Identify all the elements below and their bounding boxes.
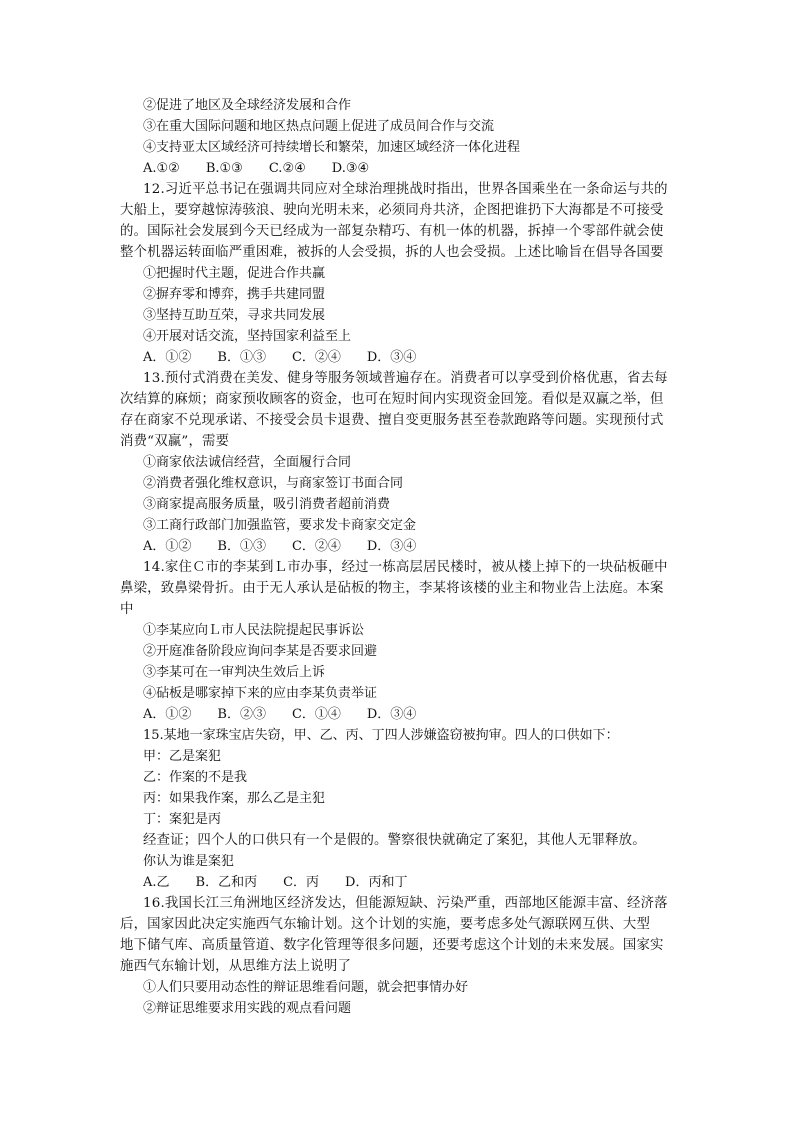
question-12-text: 整个机器运转面临严重困难，被拆的人会受损，拆的人也会受损。上述比喻旨在倡导各国要 <box>120 245 664 260</box>
question-16-text: 后，国家因此决定实施西气东输计划。这个计划的实施，要考虑多处气源联网互供、大型 <box>120 917 651 932</box>
option-line: ④支持亚太区域经济可持续增长和繁荣，加速区域经济一体化进程 <box>143 140 521 155</box>
option-line: ③商家提高服务质量，吸引消费者超前消费 <box>143 497 391 512</box>
answer-choices: A．①② B．①③ C．②④ D．③④ <box>143 539 417 554</box>
question-16-text: 地下储气库、高质量管道、数字化管理等很多问题，还要考虑这个计划的未来发展。国家实 <box>120 938 664 953</box>
question-15-text: 经查证；四个人的口供只有一个是假的。警察很快就确定了案犯，其他人无罪释放。 <box>143 833 646 848</box>
option-line: ①把握时代主题，促进合作共赢 <box>143 266 326 281</box>
question-12-text: 的。国际社会发展到今天已经成为一部复杂精巧、有机一体的机器，拆掉一个零部件就会使 <box>120 224 664 239</box>
option-line: ①商家依法诚信经营，全面履行合同 <box>143 455 352 470</box>
option-line: ②开庭准备阶段应询问李某是否要求回避 <box>143 644 378 659</box>
question-12-text: 大船上，要穿越惊涛骇浪、驶向光明未来，必须同舟共济，企图把谁扔下大海都是不可接受 <box>120 203 664 218</box>
option-line: ①人们只要用动态性的辩证思维看问题，就会把事情办好 <box>143 980 469 995</box>
question-15-text: 你认为谁是案犯 <box>143 854 235 869</box>
question-16-text: 16.我国长江三角洲地区经济发达，但能源短缺、污染严重，西部地区能源丰富、经济落 <box>143 896 668 911</box>
option-line: ③在重大国际问题和地区热点问题上促进了成员间合作与交流 <box>143 119 495 134</box>
question-16-text: 施西气东输计划，从思维方法上说明了 <box>120 959 352 974</box>
statement-line: 乙：作案的不是我 <box>143 770 248 785</box>
option-line: ③李某可在一审判决生效后上诉 <box>143 665 326 680</box>
statement-line: 丁：案犯是丙 <box>143 812 222 827</box>
question-14-text: 鼻梁，致鼻梁骨折。由于无人承认是砧板的物主，李某将该楼的业主和物业告上法庭。本案 <box>120 581 664 596</box>
option-line: ②促进了地区及全球经济发展和合作 <box>143 98 352 113</box>
question-13-text: 消费“双赢”，需要 <box>120 434 230 449</box>
answer-choices: A.乙 B．乙和丙 C．丙 D．丙和丁 <box>143 875 408 890</box>
option-line: ④开展对话交流，坚持国家利益至上 <box>143 329 352 344</box>
answer-choices: A.①② B.①③ C.②④ D.③④ <box>143 161 370 176</box>
option-line: ②消费者强化维权意识，与商家签订书面合同 <box>143 476 404 491</box>
question-13-text: 次结算的麻烦；商家预收顾客的资金，也可在短时间内实现资金回笼。看似是双赢之举，但 <box>120 392 664 407</box>
question-12-text: 12.习近平总书记在强调共同应对全球治理挑战时指出，世界各国乘坐在一条命运与共的 <box>143 182 668 197</box>
option-line: ③工商行政部门加强监管，要求发卡商家交定金 <box>143 518 417 533</box>
option-line: ②辩证思维要求用实践的观点看问题 <box>143 1001 352 1016</box>
statement-line: 甲：乙是案犯 <box>143 749 222 764</box>
answer-choices: A．①② B．②③ C．①④ D．③④ <box>143 707 417 722</box>
question-13-text: 13.预付式消费在美发、健身等服务领域普遍存在。消费者可以享受到价格优惠，省去每 <box>143 371 668 386</box>
option-line: ②摒弃零和博弈，携手共建同盟 <box>143 287 326 302</box>
option-line: ④砧板是哪家掉下来的应由李某负责举证 <box>143 686 378 701</box>
option-line: ①李某应向Ｌ市人民法院提起民事诉讼 <box>143 623 365 638</box>
question-14-text: 14.家住Ｃ市的李某到Ｌ市办事，经过一栋高层居民楼时，被从楼上掉下的一块砧板砸中 <box>143 560 668 575</box>
question-13-text: 存在商家不兑现承诺、不接受会员卡退费、擅自变更服务甚至卷款跑路等问题。实现预付式 <box>120 413 664 428</box>
option-line: ③坚持互助互荣，寻求共同发展 <box>143 308 326 323</box>
answer-choices: A．①② B．①③ C．②④ D．③④ <box>143 350 417 365</box>
question-14-text: 中 <box>120 602 134 617</box>
statement-line: 丙：如果我作案，那么乙是主犯 <box>143 791 326 806</box>
question-15-text: 15.某地一家珠宝店失窃，甲、乙、丙、丁四人涉嫌盗窃被拘审。四人的口供如下： <box>143 728 619 743</box>
